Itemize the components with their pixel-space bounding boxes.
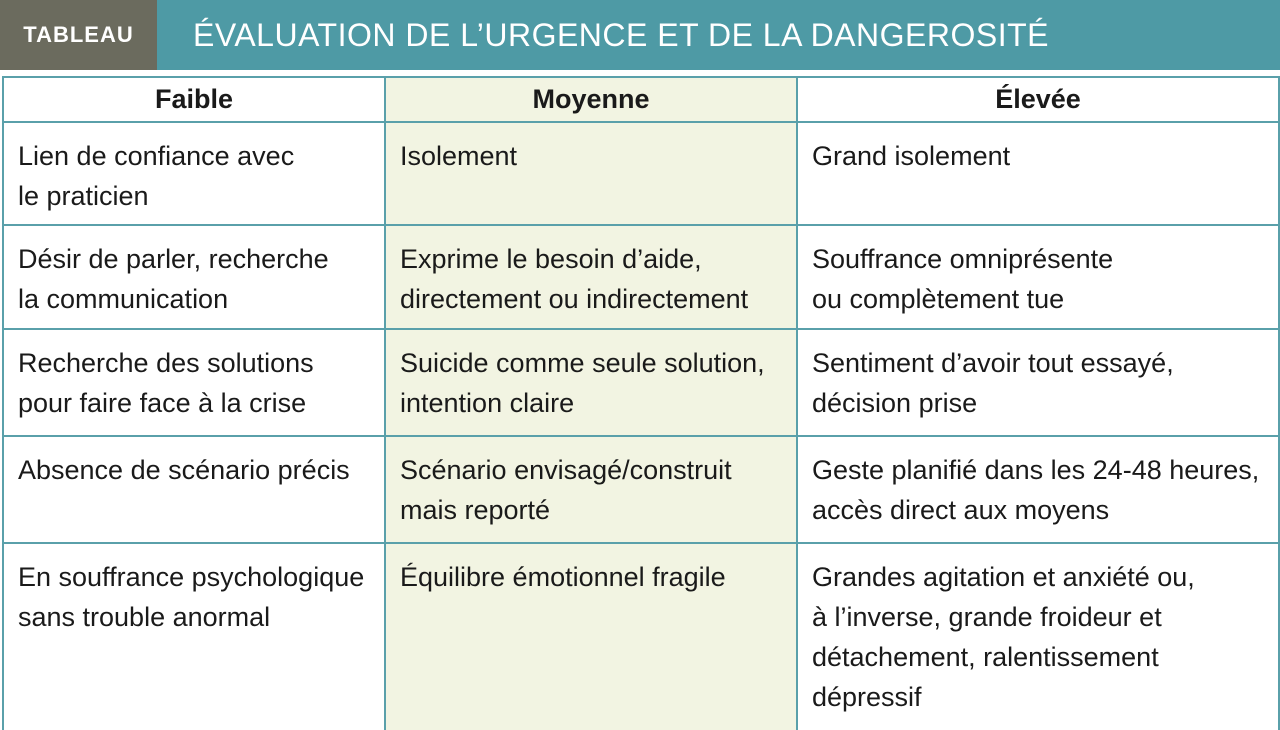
cell-faible: Lien de confiance avec le praticien	[3, 122, 385, 225]
cell-moyenne: Scénario envisagé/construit mais reporté	[385, 436, 797, 543]
cell-moyenne: Équilibre émotionnel fragile	[385, 543, 797, 730]
cell-faible: En souffrance psychologique sans trouble anormal	[3, 543, 385, 730]
table-row	[3, 329, 1279, 436]
column-header-row	[3, 77, 1279, 122]
cell-moyenne: Suicide comme seule solution, intention claire	[385, 329, 797, 436]
cell-elevee: Sentiment d’avoir tout essayé, décision prise	[797, 329, 1279, 436]
cell-moyenne: Isolement	[385, 122, 797, 225]
table-header-bar	[0, 0, 1280, 70]
cell-faible: Désir de parler, recherche la communication	[3, 225, 385, 329]
table-row	[3, 122, 1279, 225]
cell-elevee: Grand isolement	[797, 122, 1279, 225]
table-row	[3, 543, 1279, 730]
cell-elevee: Grandes agitation et anxiété ou, à l’inverse, grande froideur et détachement, ralentissement dépressif	[797, 543, 1279, 730]
cell-faible: Recherche des solutions pour faire face à la crise	[3, 329, 385, 436]
table-row	[3, 436, 1279, 543]
cell-faible: Absence de scénario précis	[3, 436, 385, 543]
table-tag-label: TABLEAU	[0, 0, 157, 70]
cell-elevee: Souffrance omniprésente ou complètement tue	[797, 225, 1279, 329]
cell-elevee: Geste planifié dans les 24-48 heures, accès direct aux moyens	[797, 436, 1279, 543]
cell-moyenne: Exprime le besoin d’aide, directement ou indirectement	[385, 225, 797, 329]
table-row	[3, 225, 1279, 329]
column-header-moyenne: Moyenne	[385, 77, 797, 122]
column-header-elevee: Élevée	[797, 77, 1279, 122]
table-title: ÉVALUATION DE L’URGENCE ET DE LA DANGEROSITÉ	[193, 16, 1049, 53]
urgency-table	[2, 76, 1280, 730]
column-header-faible: Faible	[3, 77, 385, 122]
